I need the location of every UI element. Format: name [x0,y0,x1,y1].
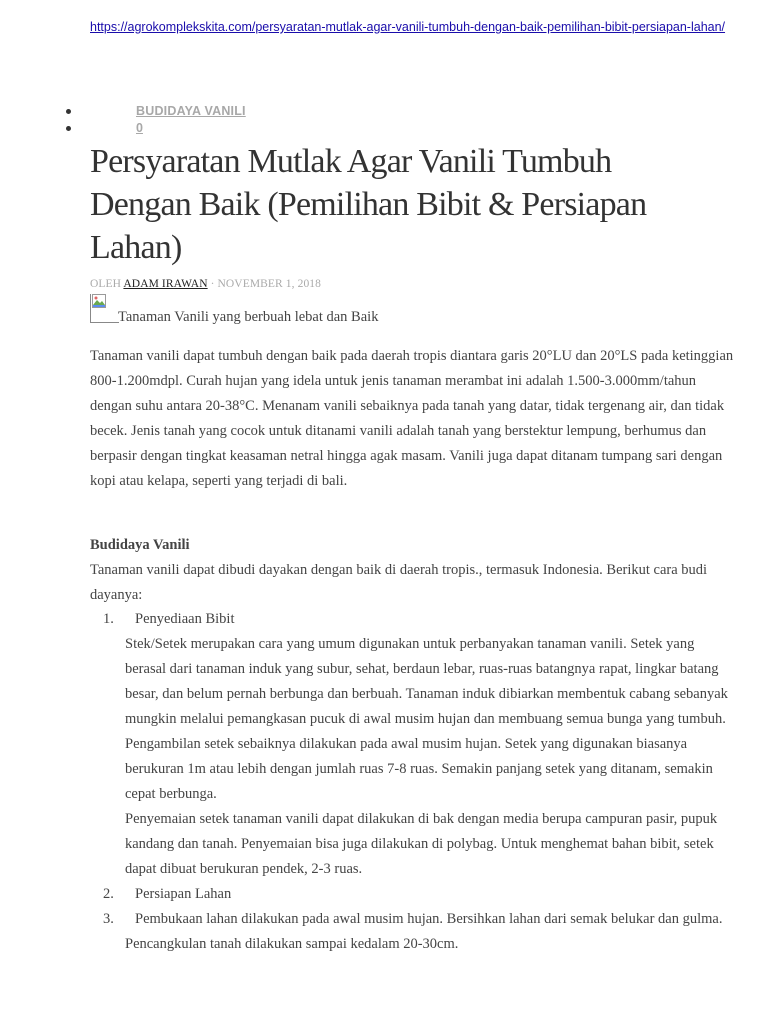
bullet-icon [66,109,71,114]
list-item [90,907,735,957]
list-item-label: Pembukaan lahan dilakukan pada awal musim hujan. Bersihkan lahan dari semak belukar dan gulma. Pencangkulan tanah dilakukan sampai kedalam 20-30cm. [125,911,723,952]
byline-separator: · [210,278,218,290]
bullet-icon [66,126,71,131]
byline [90,278,321,290]
list-item [90,882,735,907]
source-url-link[interactable]: https://agrokomplekskita.com/persyaratan-mutlak-agar-vanili-tumbuh-dengan-baik-pemilihan-bibit-persiapan-lahan/ [90,20,726,34]
section-heading: Budidaya Vanili [90,537,190,553]
category-link[interactable]: BUDIDAYA VANILI [136,104,246,118]
section-intro-paragraph: Tanaman vanili dapat dibudi dayakan dengan baik di daerah tropis., termasuk Indonesia. Berikut cara budi dayanya: [90,562,708,603]
intro-paragraph: Tanaman vanili dapat tumbuh dengan baik pada daerah tropis diantara garis 20°LU dan 20°LS pada ketinggian 800-1.200mdpl. Curah hujan yang idela untuk jenis tanaman merambat ini adalah 1.500-3.000mm/tahun dengan suhu antara 20-38°C. Menanam vanili sebaiknya pada tanah yang datar, tidak tergenang air, dan tidak becek. Jenis tanah yang cocok untuk ditanami vanili adalah tanah yang berstektur lempung, berhumus dan berpasir dengan tingkat keasaman netral hingga agak masam. Vanili juga dapat ditanam tumpang sari dengan kopi atau kelapa, seperti yang terjadi di bali. [90,348,734,489]
featured-image-figure [90,294,490,326]
meta-item-comments [0,121,300,138]
list-item-number: 3. [103,911,114,927]
list-item-paragraph: Stek/Setek merupakan cara yang umum digunakan untuk perbanyakan tanaman vanili. Setek yang berasal dari tanaman induk yang subur, sehat, berdaun lebar, ruas-ruas batangnya rapat, lingkar batang besar, dan belum pernah berbunga dan berbuah. Tanaman induk dibiarkan membentuk cabang sebanyak mungkin melalui pemangkasan pucuk di awal musim hujan dan membuang semua bunga yang tumbuh. [125,636,728,727]
meta-item-category [0,104,300,121]
list-item-number: 1. [103,611,114,627]
broken-image-placeholder [90,294,119,323]
post-date: NOVEMBER 1, 2018 [217,278,322,290]
list-item-paragraph: Pengambilan setek sebaiknya dilakukan pada awal musim hujan. Setek yang digunakan biasanya berukuran 1m atau lebih dengan jumlah ruas 7-8 ruas. Semakin panjang setek yang ditanam, semakin cepat berbunga. [125,736,713,802]
post-meta-list [0,104,300,138]
list-item-paragraph: Penyemaian setek tanaman vanili dapat dilakukan di bak dengan media berupa campuran pasir, pupuk kandang dan tanah. Penyemaian bisa juga dilakukan di polybag. Untuk menghemat bahan bibit, setek dapat dibuat berukuran pendek, 2-3 ruas. [125,811,718,877]
steps-list [90,607,735,957]
image-caption: Tanaman Vanili yang berbuah lebat dan Baik [118,309,379,325]
author-link[interactable]: ADAM IRAWAN [123,278,208,290]
byline-prefix: OLEH [90,278,122,290]
list-item-label: Persiapan Lahan [135,886,232,902]
article-title: Persyaratan Mutlak Agar Vanili Tumbuh Dengan Baik (Pemilihan Bibit & Persiapan Lahan) [90,143,647,266]
broken-image-icon [92,294,106,308]
list-item [90,607,735,882]
list-item-number: 2. [103,886,114,902]
list-item-label: Penyediaan Bibit [135,611,235,627]
comments-count-link[interactable]: 0 [136,121,143,135]
